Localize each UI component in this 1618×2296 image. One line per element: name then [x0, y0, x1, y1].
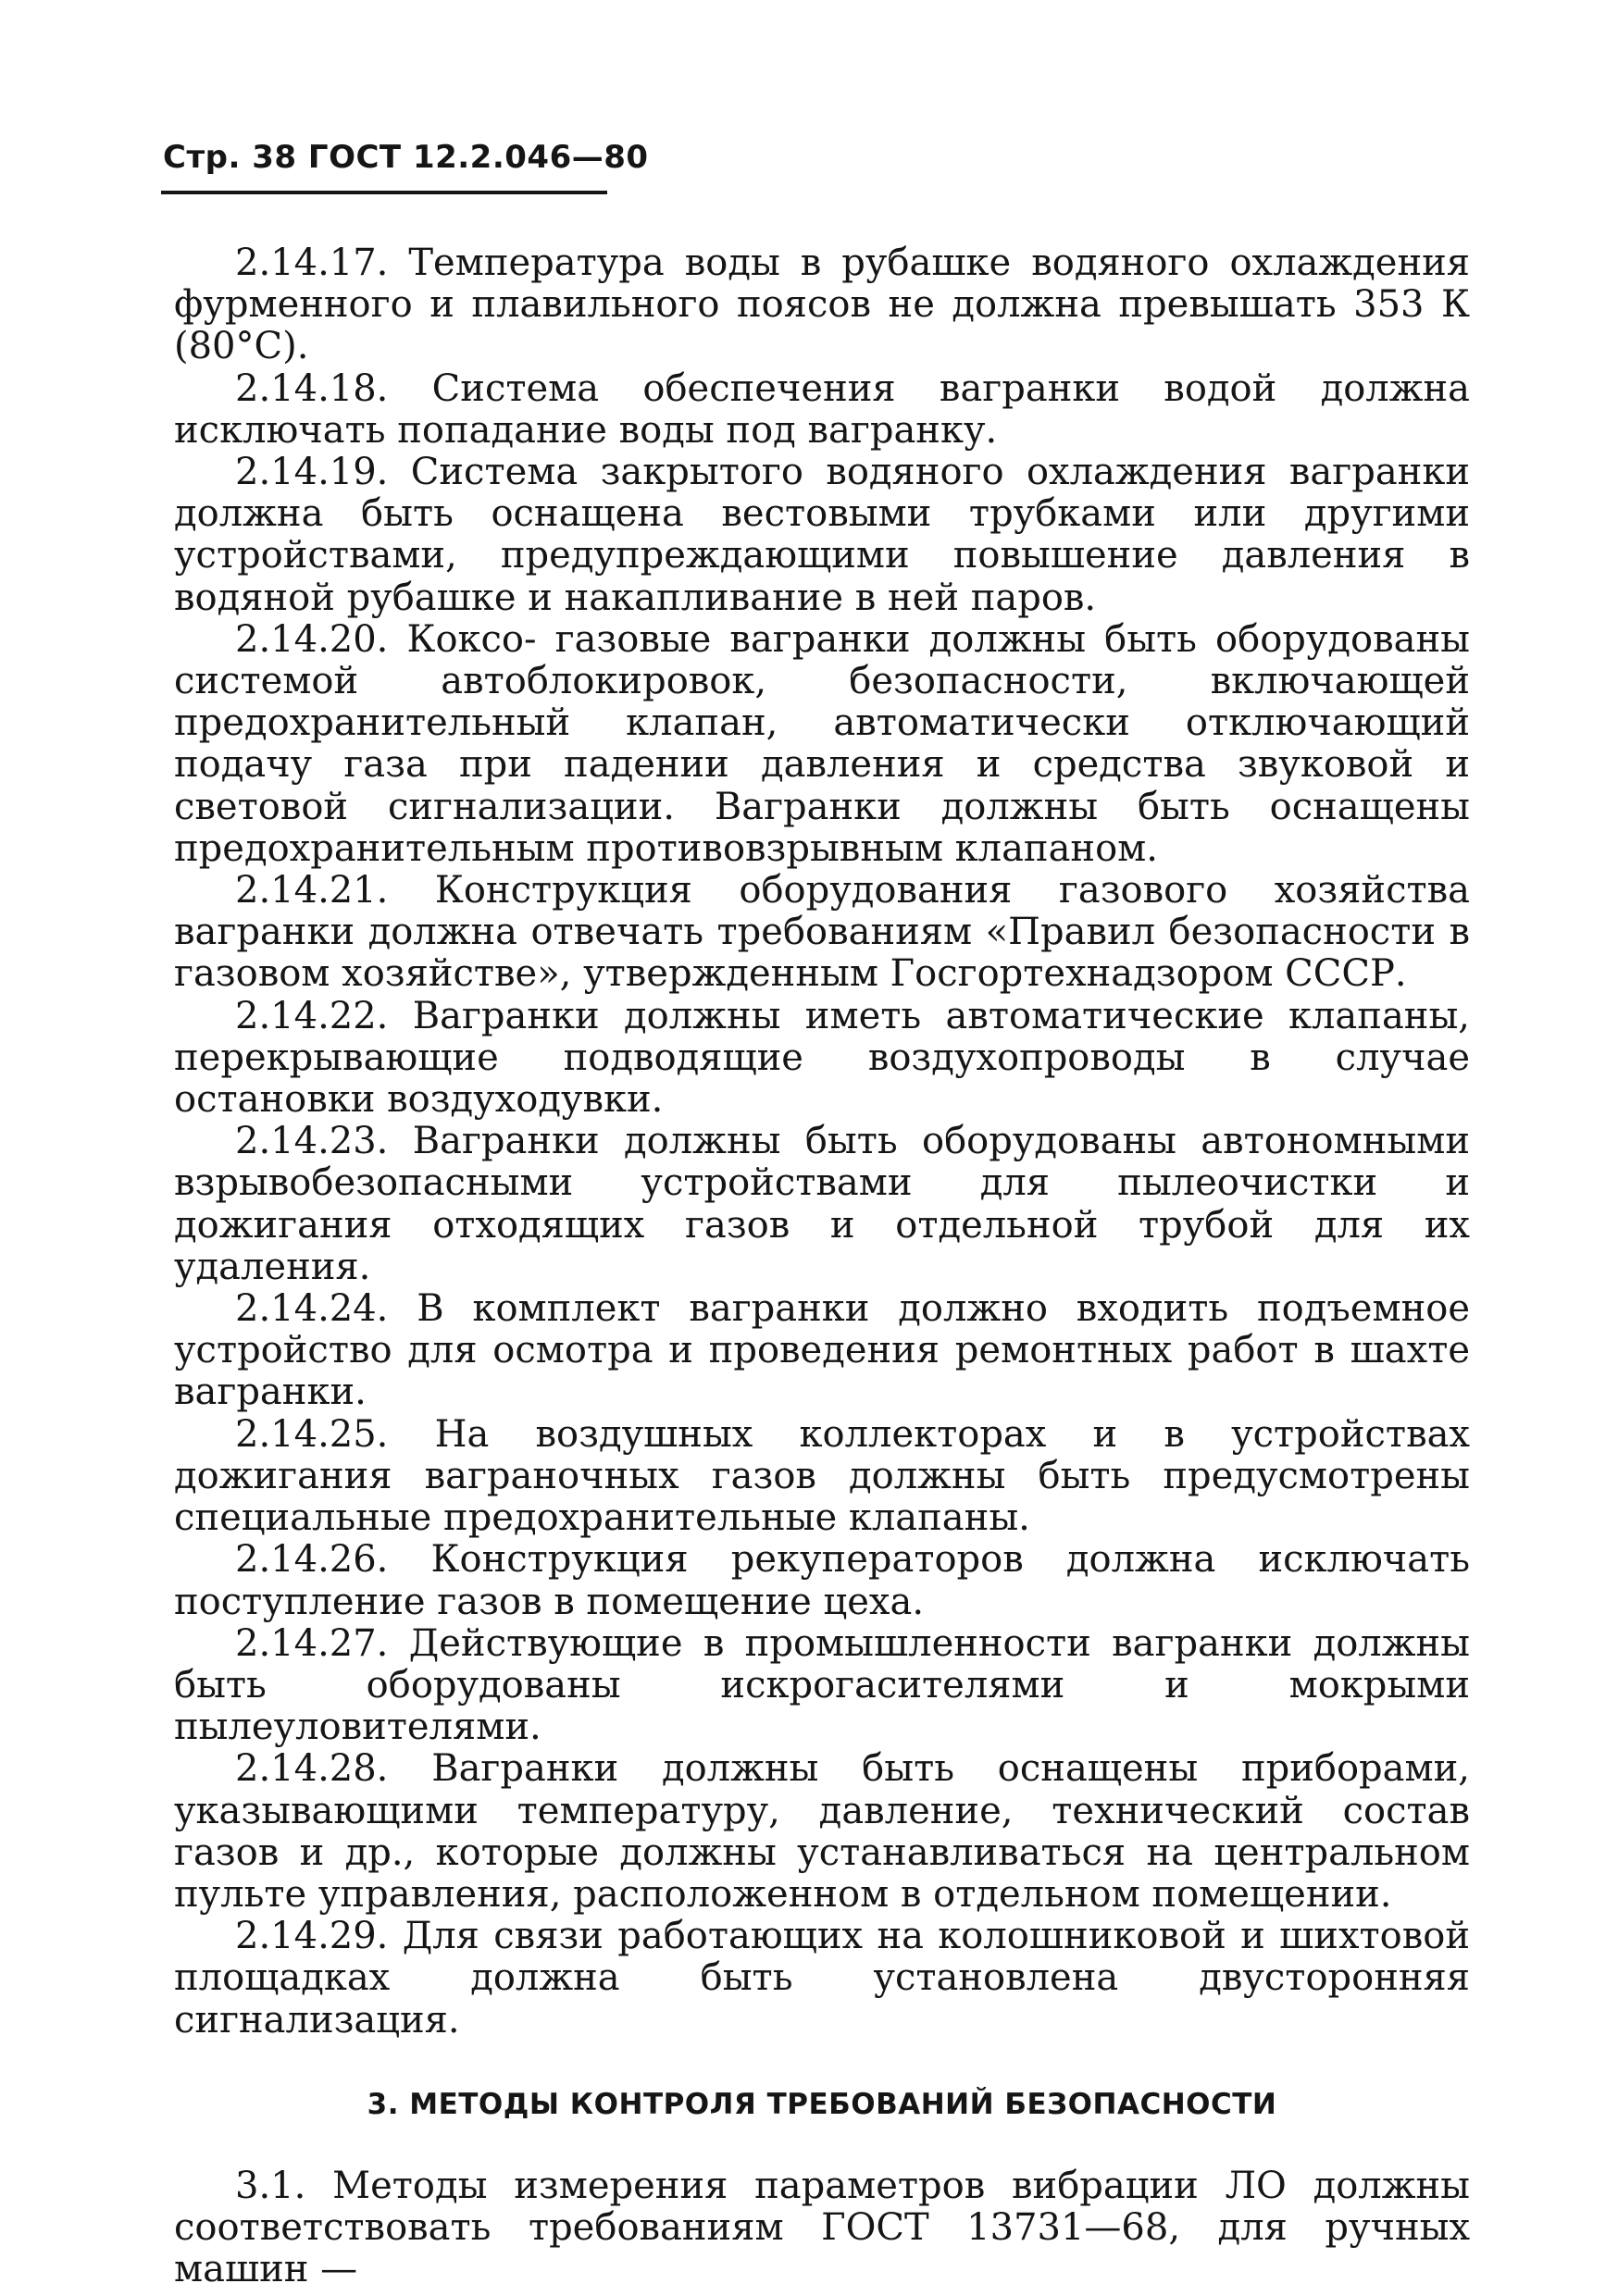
document-body [174, 242, 1470, 2290]
running-head: Стр. 38 ГОСТ 12.2.046—80 [163, 139, 649, 176]
paragraph-2-14-28: 2.14.28. Вагранки должны быть оснащены приборами, указывающими температуру, давление, технический состав газов и др., которые должны устанавливаться на центральном пульте управления, расположенном в отдельном помещении. [174, 1747, 1470, 1916]
paragraph-2-14-22: 2.14.22. Вагранки должны иметь автоматические клапаны, перекрывающие подводящие воздухопроводы в случае остановки воздуходувки. [174, 994, 1470, 1122]
paragraph-3-1: 3.1. Методы измерения параметров вибрации ЛО должны соответствовать требованиям ГОСТ 13731—68, для ручных машин — [174, 2164, 1470, 2291]
paragraph-2-14-20: 2.14.20. Коксо- газовые вагранки должны быть оборудованы системой автоблокировок, безопасности, включающей предохранительный клапан, автоматически отключающий подачу газа при падении давления и средства звуковой и световой сигнализации. Вагранки должны быть оснащены предохранительным противовзрывным клапаном. [174, 617, 1470, 870]
header-rule [161, 191, 607, 194]
paragraph-2-14-21: 2.14.21. Конструкция оборудования газового хозяйства вагранки должна отвечать требованиям «Правил безопасности в газовом хозяйстве», утвержденным Госгортехнадзором СССР. [174, 869, 1470, 996]
paragraph-2-14-25: 2.14.25. На воздушных коллекторах и в устройствах дожигания ваграночных газов должны быть предусмотрены специальные предохранительные клапаны. [174, 1412, 1470, 1540]
paragraph-2-14-27: 2.14.27. Действующие в промышленности вагранки должны быть оборудованы искрогасителями и мокрыми пылеуловителями. [174, 1621, 1470, 1749]
paragraph-2-14-17: 2.14.17. Температура воды в рубашке водяного охлаждения фурменного и плавильного поясов не должна превышать 353 К (80°С). [174, 242, 1470, 368]
paragraph-2-14-26: 2.14.26. Конструкция рекуператоров должна исключать поступление газов в помещение цеха. [174, 1538, 1470, 1623]
paragraph-2-14-29: 2.14.29. Для связи работающих на колошниковой и шихтовой площадках должна быть установлена двусторонняя сигнализация. [174, 1915, 1470, 2042]
paragraph-2-14-23: 2.14.23. Вагранки должны быть оборудованы автономными взрывобезопасными устройствами для пылеочистки и дожигания отходящих газов и отдельной трубой для их удаления. [174, 1120, 1470, 1288]
paragraph-2-14-18: 2.14.18. Система обеспечения вагранки водой должна исключать попадание воды под вагранку. [174, 366, 1470, 452]
paragraph-2-14-24: 2.14.24. В комплект вагранки должно входить подъемное устройство для осмотра и проведения ремонтных работ в шахте вагранки. [174, 1287, 1470, 1414]
section-heading: 3. МЕТОДЫ КОНТРОЛЯ ТРЕБОВАНИЙ БЕЗОПАСНОСТИ [367, 2087, 1277, 2121]
paragraph-2-14-19: 2.14.19. Система закрытого водяного охлаждения вагранки должна быть оснащена вестовыми трубками или другими устройствами, предупреждающими повышение давления в водяной рубашке и накапливание в ней паров. [174, 451, 1470, 619]
